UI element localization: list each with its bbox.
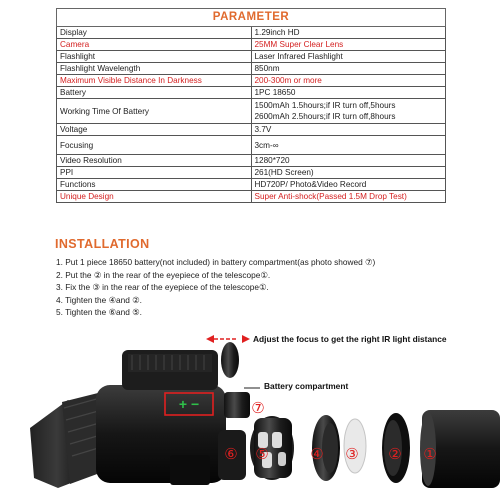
parameter-row — [57, 136, 446, 155]
scope-body — [96, 342, 250, 485]
parameter-row — [57, 124, 446, 136]
parameter-name: Flashlight — [57, 51, 252, 63]
focus-arrows — [206, 335, 250, 343]
parameter-value: Super Anti-shock(Passed 1.5M Drop Test) — [251, 191, 446, 203]
parameter-row — [57, 167, 446, 179]
focus-knob — [221, 342, 239, 378]
parameter-name: Voltage — [57, 124, 252, 136]
step-3: 3. Fix the ③ in the rear of the eyepiece of the telescope①. — [56, 282, 269, 292]
label-1: ① — [423, 445, 437, 463]
parameter-name: Unique Design — [57, 191, 252, 203]
step-4: 4. Tighten the ④and ②. — [56, 294, 142, 305]
label-2: ② — [388, 445, 402, 463]
parameter-row — [57, 191, 446, 203]
parameter-value: 1PC 18650 — [251, 87, 446, 99]
focus-caption: Adjust the focus to get the right IR light distance — [253, 334, 447, 344]
parameter-row — [57, 87, 446, 99]
battery-cap — [224, 392, 250, 418]
parameter-name: Working Time Of Battery — [57, 99, 252, 124]
parameter-row — [57, 51, 446, 63]
parameter-value: 1.29inch HD — [251, 27, 446, 39]
parameter-name: Focusing — [57, 136, 252, 155]
battery-caption: Battery compartment — [264, 381, 349, 391]
parameter-value-line: 1500mAh 1.5hours;if IR turn off,5hours — [254, 101, 396, 110]
parameter-value — [251, 99, 446, 124]
parameter-row — [57, 39, 446, 51]
parameter-name: Battery — [57, 87, 252, 99]
parameter-value: 3.7V — [251, 124, 446, 136]
label-5: ⑤ — [255, 445, 269, 463]
parameter-row — [57, 179, 446, 191]
label-6: ⑥ — [224, 445, 238, 463]
step-2: 2. Put the ② in the rear of the eyepiece of the telescope①. — [56, 269, 271, 280]
parameter-value: HD720P/ Photo&Video Record — [251, 179, 446, 191]
label-3: ③ — [345, 445, 359, 463]
parameter-name: Flashlight Wavelength — [57, 63, 252, 75]
label-4: ④ — [310, 445, 324, 463]
parameter-value: 25MM Super Clear Lens — [251, 39, 446, 51]
parameter-name: PPI — [57, 167, 252, 179]
parameter-value: 261(HD Screen) — [251, 167, 446, 179]
parameter-value: 1280*720 — [251, 155, 446, 167]
installation-title: INSTALLATION — [55, 237, 150, 251]
parameter-value: 200-300m or more — [251, 75, 446, 87]
label-7: ⑦ — [251, 399, 265, 417]
product-photo — [0, 322, 500, 500]
plus-minus-buttons: + − — [178, 396, 200, 412]
parameter-name: Functions — [57, 179, 252, 191]
parameter-name: Maximum Visible Distance In Darkness — [57, 75, 252, 87]
parameter-name: Camera — [57, 39, 252, 51]
parameter-row — [57, 63, 446, 75]
parameter-value: Laser Infrared Flashlight — [251, 51, 446, 63]
step-5: 5. Tighten the ⑥and ⑤. — [56, 307, 142, 317]
parameter-row — [57, 75, 446, 87]
parameter-value: 850nm — [251, 63, 446, 75]
parameter-name: Video Resolution — [57, 155, 252, 167]
parameter-table — [56, 8, 446, 203]
parameter-row — [57, 155, 446, 167]
adapter-parts — [250, 410, 500, 488]
parameter-row — [57, 99, 446, 124]
parameter-header: PARAMETER — [57, 9, 446, 27]
parameter-value-line: 2600mAh 2.5hours;if IR turn off,8hours — [254, 112, 396, 121]
step-1: 1. Put 1 piece 18650 battery(not included) in battery compartment(as photo showed ⑦) — [56, 257, 376, 267]
parameter-name: Display — [57, 27, 252, 39]
parameter-row — [57, 27, 446, 39]
installation-steps — [56, 256, 375, 319]
parameter-value: 3cm-∞ — [251, 136, 446, 155]
